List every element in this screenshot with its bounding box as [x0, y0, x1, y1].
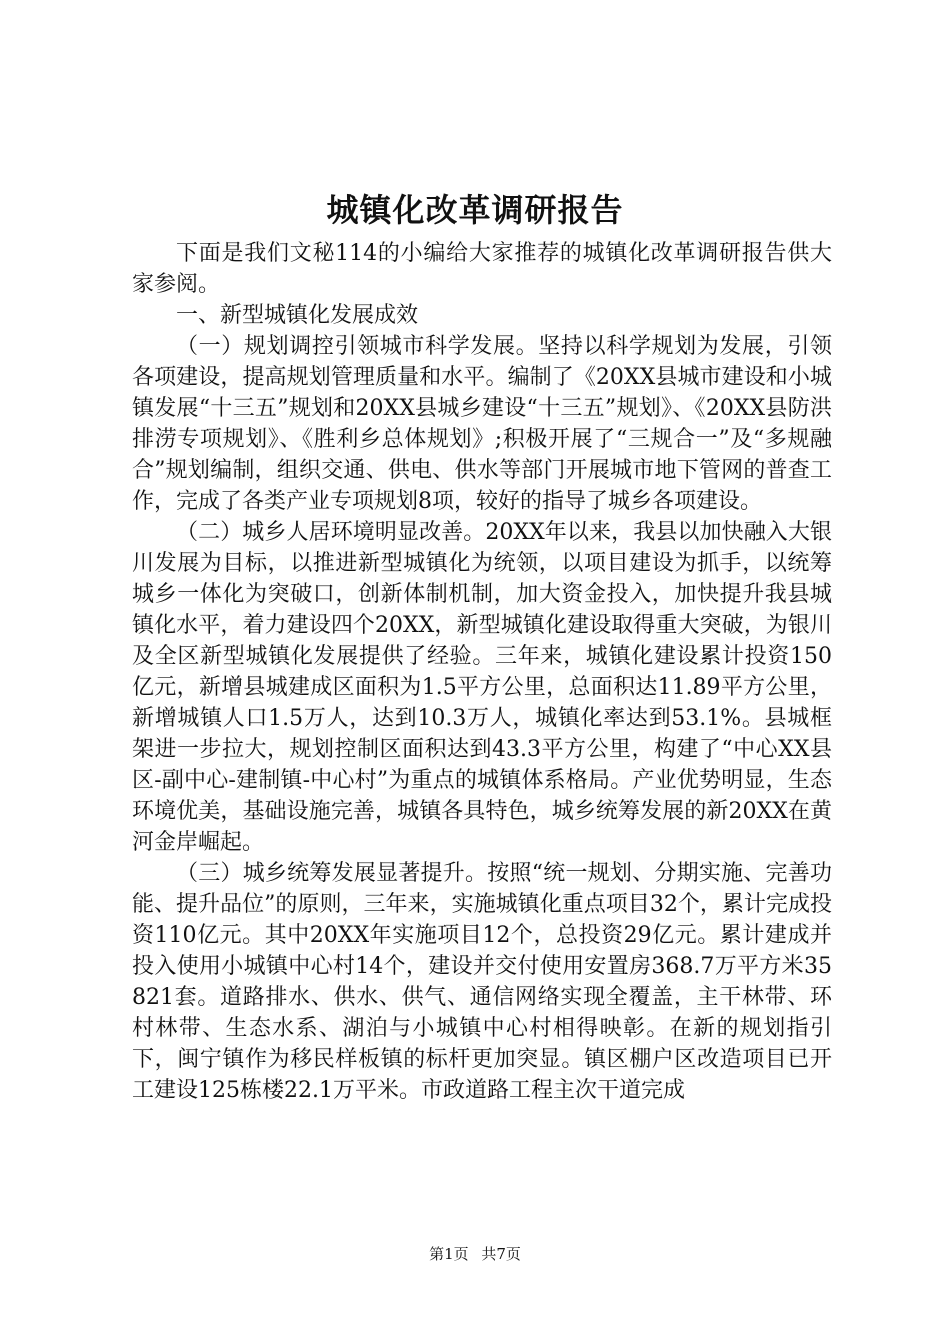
- section-heading: 一、新型城镇化发展成效: [176, 303, 419, 328]
- page-number: 第1页: [429, 1245, 469, 1263]
- body-paragraph: （二）城乡人居环境明显改善。20XX年以来，我县以加快融入大银川发展为目标，以推进新型城镇化为统领，以项目建设为抓手，以统筹城乡一体化为突破口，创新体制机制，加大资金投入，加快提升我县城镇化水平，着力建设四个20XX，新型城镇化建设取得重大突破，为银川及全区新型城镇化发展提供了经验。三年来，城镇化建设累计投资150亿元，新增县城建成区面积为1.5平方公里，总面积达11.89平方公里，新增城镇人口1.5万人，达到10.3万人，城镇化率达到53.1%。县城框架进一步拉大，规划控制区面积达到43.3平方公里，构建了“中心XX县区-副中心-建制镇-中心村”为重点的城镇体系格局。产业优势明显，生态环境优美，基础设施完善，城镇各具特色，城乡统筹发展的新20XX在黄河金岸崛起。: [132, 520, 832, 855]
- page-total: 共7页: [481, 1245, 521, 1263]
- body-paragraph: （三）城乡统筹发展显著提升。按照“统一规划、分期实施、完善功能、提升品位”的原则，三年来，实施城镇化重点项目32个，累计完成投资110亿元。其中20XX年实施项目12个，总投资29亿元。累计建成并投入使用小城镇中心村14个，建设并交付使用安置房368.7万平方米35821套。道路排水、供水、供气、通信网络实现全覆盖，主干林带、环村林带、生态水系、湖泊与小城镇中心村相得映彰。在新的规划指引下，闽宁镇作为移民样板镇的标杆更加突显。镇区棚户区改造项目已开工建设125栋楼22.1万平米。市政道路工程主次干道完成: [132, 861, 832, 1103]
- body-paragraph: （一）规划调控引领城市科学发展。坚持以科学规划为发展，引领各项建设，提高规划管理质量和水平。编制了《20XX县城市建设和小城镇发展“十三五”规划和20XX县城乡建设“十三五”规划》、《20XX县防洪排涝专项规划》、《胜利乡总体规划》;积极开展了“三规合一”及“多规融合”规划编制，组织交通、供电、供水等部门开展城市地下管网的普查工作，完成了各类产业专项规划8项，较好的指导了城乡各项建设。: [132, 334, 832, 514]
- intro-paragraph: 下面是我们文秘114的小编给大家推荐的城镇化改革调研报告供大家参阅。: [132, 241, 832, 297]
- page-footer: [0, 1244, 950, 1264]
- document-title: 城镇化改革调研报告: [326, 191, 624, 229]
- document-body: [132, 238, 832, 1106]
